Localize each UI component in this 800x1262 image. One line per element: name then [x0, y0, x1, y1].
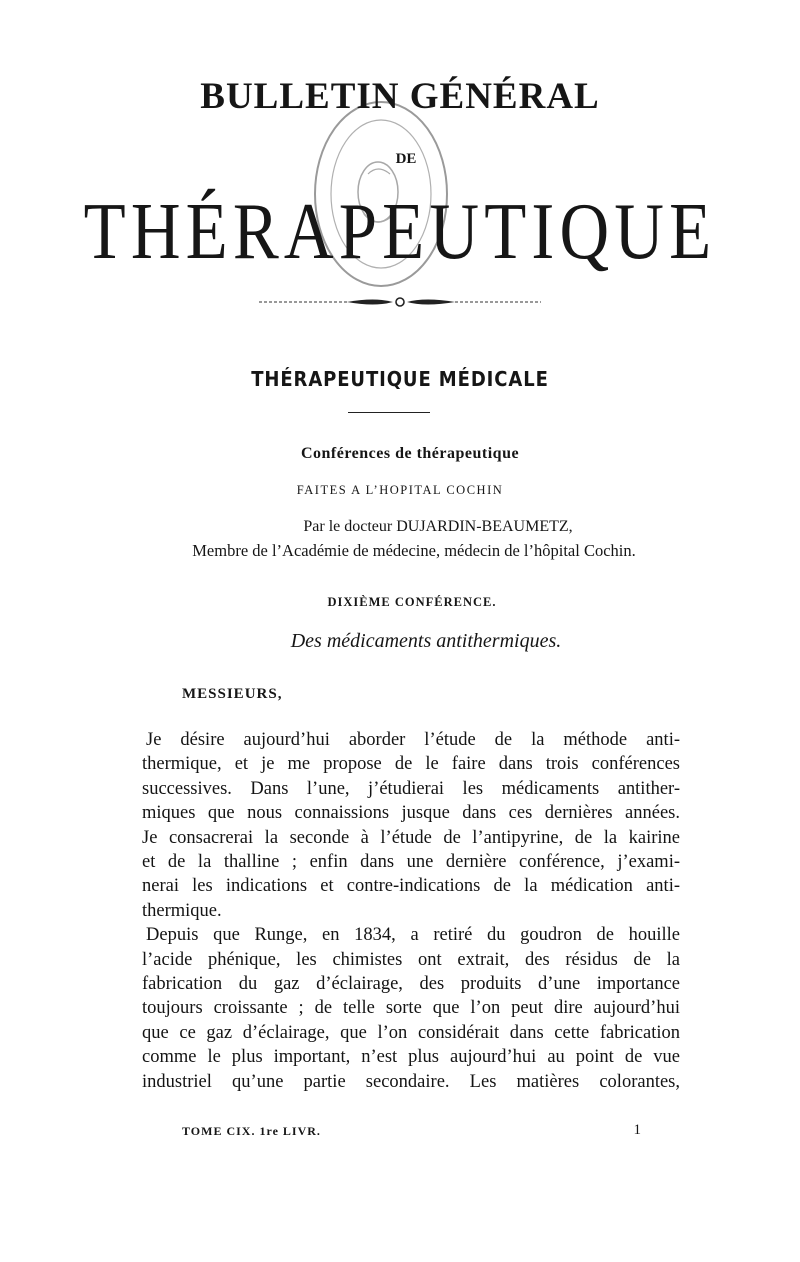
author-line: Par le docteur DUJARDIN-BEAUMETZ, [303, 518, 573, 535]
body-line: successives. Dans l’une, j’étudierai les médicaments antither- [142, 778, 680, 799]
body-line: thermique. [142, 900, 222, 921]
body-line: comme le plus important, n’est plus aujourd’hui au point de vue [142, 1047, 680, 1068]
masthead-line-1: BULLETIN GÉNÉRAL [200, 76, 600, 117]
body-line: industriel qu’une partie secondaire. Les matières colorantes, [142, 1071, 680, 1092]
salutation: MESSIEURS, [182, 686, 283, 702]
section-title: THÉRAPEUTIQUE MÉDICALE [251, 367, 549, 391]
body-line: miques que nous connaissions jusque dans ces dernières années. [142, 803, 680, 824]
body-line: Depuis que Runge, en 1834, a retiré du goudron de houille [146, 925, 680, 946]
body-line: nerai les indications et contre-indications de la médication anti- [142, 876, 680, 897]
body-line: fabrication du gaz d’éclairage, des produits d’une importance [142, 974, 680, 995]
page-footer [182, 1124, 642, 1139]
body-line: toujours croissante ; de telle sorte que l’on peut dire aujourd’hui [142, 998, 680, 1019]
conference-place: FAITES A L’HOPITAL COCHIN [296, 483, 504, 497]
masthead-line-2: DE [395, 151, 417, 167]
conference-title: Conférences de thérapeutique [300, 445, 520, 462]
body-line: que ce gaz d’éclairage, que l’on considérait dans cette fabrication [142, 1022, 680, 1043]
lecture-title: Des médicaments antithermiques. [290, 630, 562, 652]
body-line: Je consacrerai la seconde à l’étude de l’antipyrine, de la kairine [142, 827, 680, 848]
section-rule [348, 412, 430, 413]
body-line: l’acide phénique, les chimistes ont extrait, des résidus de la [142, 949, 680, 970]
volume-signature: TOME CIX. 1re LIVR. [182, 1124, 321, 1138]
body-text [142, 728, 680, 1094]
conference-number: DIXIÈME CONFÉRENCE. [327, 595, 497, 609]
body-line: thermique, et je me propose de le faire dans trois conférences [142, 754, 680, 775]
masthead-title: THÉRAPEUTIQUE [83, 188, 717, 276]
page-number: 1 [633, 1122, 642, 1138]
ornamental-rule [255, 294, 545, 310]
author-affiliation: Membre de l’Académie de médecine, médecin de l’hôpital Cochin. [192, 541, 636, 560]
body-line: et de la thalline ; enfin dans une dernière conférence, j’exami- [142, 852, 680, 873]
body-line: Je désire aujourd’hui aborder l’étude de la méthode anti- [146, 730, 680, 750]
